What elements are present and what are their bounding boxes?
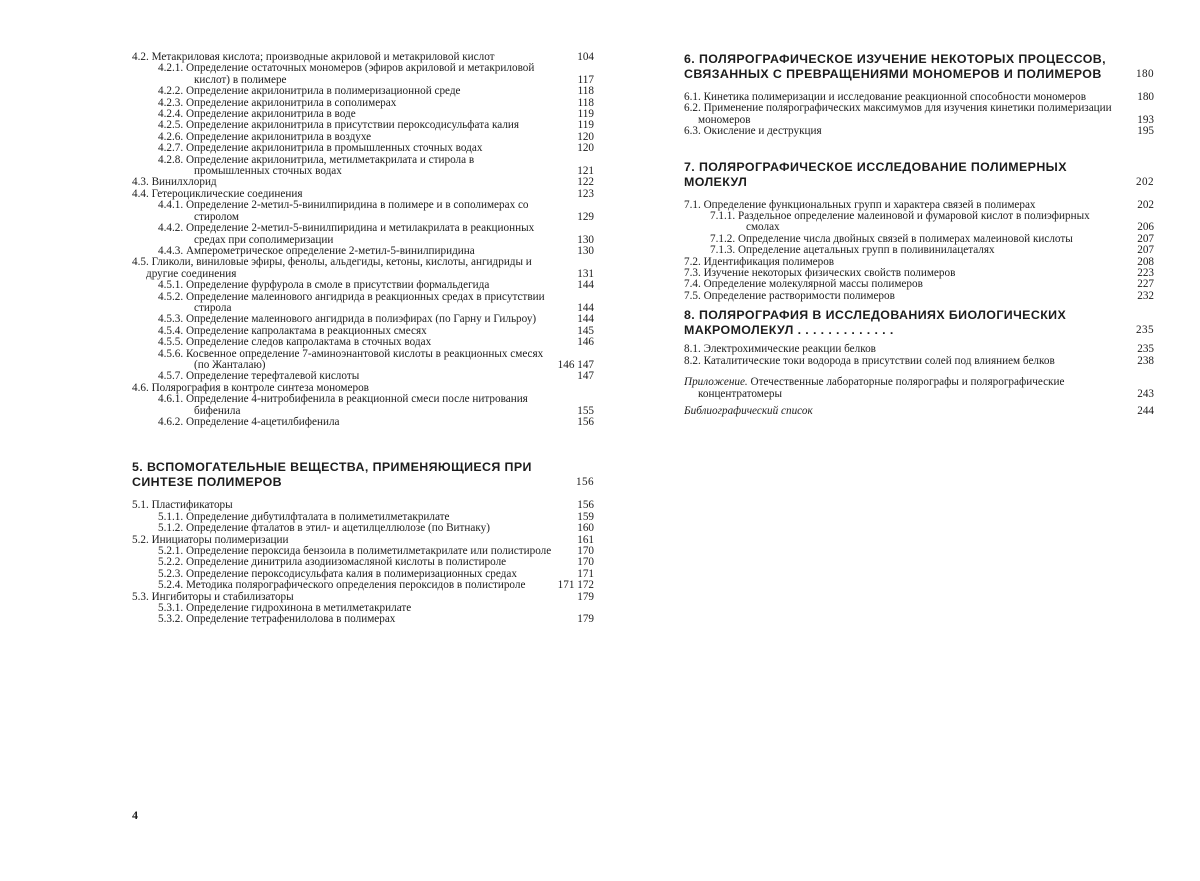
toc-entry-page: 123 — [577, 187, 594, 200]
toc-entry-title: Определение фталатов в этил- и ацетилцеллюлозе (по Витнаку) — [185, 522, 490, 535]
toc-entry-number: 4.5.5. — [158, 336, 184, 349]
toc-entry — [132, 257, 594, 280]
toc-entry-number: 4.6.2. — [158, 416, 184, 428]
toc-section-5 — [132, 500, 594, 625]
toc-entry-number: 4.5.4. — [158, 324, 184, 337]
toc-entry-title: Определение гидрохинона в метилметакрилате — [185, 602, 412, 615]
toc-entry-number: 4.6. — [132, 381, 149, 394]
chapter-5-title: 5. ВСПОМОГАТЕЛЬНЫЕ ВЕЩЕСТВА, ПРИМЕНЯЮЩИЕСЯ ПРИ СИНТЕЗЕ ПОЛИМЕРОВ — [132, 460, 532, 490]
toc-section-8 — [684, 344, 1154, 367]
toc-entry-number: 4.2.5. — [158, 119, 184, 132]
toc-entry-number: 4.2. — [132, 51, 149, 63]
toc-entry-page: 147 — [577, 370, 594, 383]
toc-entry-page: 146 — [577, 336, 594, 349]
toc-entry-number: 4.4.3. — [158, 244, 184, 257]
toc-entry-page: 171 — [577, 567, 594, 580]
toc-entry-number: 4.4.2. — [158, 222, 184, 235]
toc-entry-number: 4.4.1. — [158, 199, 184, 212]
toc-entry — [158, 63, 594, 86]
toc-entry — [710, 211, 1154, 234]
toc-entry-title: Определение акрилонитрила в полимеризационной среде — [185, 85, 461, 98]
toc-entry-number: 4.5. — [132, 256, 149, 269]
toc-entry-title: Определение 2-метил-5-винилпиридина в полимере и в сополимерах со стиролом — [185, 199, 529, 223]
toc-entry — [158, 155, 594, 178]
toc-entry-title: Винилхлорид — [151, 176, 217, 189]
toc-entry-page: 195 — [1137, 125, 1154, 138]
toc-entry-page: 171 172 — [557, 579, 594, 592]
toc-entry-page: 202 — [1137, 198, 1154, 211]
toc-entry-page: 144 — [577, 301, 594, 314]
toc-entry-page: 121 — [577, 165, 594, 178]
right-page-column — [684, 52, 1154, 417]
toc-entry — [158, 349, 594, 372]
toc-entry-page: 104 — [577, 51, 594, 63]
toc-entry-page: 155 — [577, 404, 594, 417]
toc-entry-number: 5.2. — [132, 533, 149, 546]
chapter-6-title: 6. ПОЛЯРОГРАФИЧЕСКОЕ ИЗУЧЕНИЕ НЕКОТОРЫХ ПРОЦЕССОВ, СВЯЗАННЫХ С ПРЕВРАЩЕНИЯМИ МОНОМЕРОВ И ПОЛИМЕРОВ — [684, 52, 1106, 81]
toc-entry-title: Определение тетрафенилолова в полимерах — [185, 613, 396, 626]
toc-entry-title: Метакриловая кислота; производные акриловой и метакриловой кислот — [151, 51, 495, 63]
toc-entry-page: 122 — [577, 176, 594, 189]
toc-entry-number: 4.2.6. — [158, 130, 184, 143]
toc-entry-number: 5.3.1. — [158, 602, 184, 615]
toc-entry-page: 170 — [577, 556, 594, 569]
toc-entry-number: 4.3. — [132, 176, 149, 189]
toc-entry-title: Определение числа двойных связей в полимерах малеиновой кислоты — [737, 232, 1073, 245]
toc-entry-title: Гетероциклические соединения — [151, 187, 303, 200]
chapter-8-page: 235 — [1136, 324, 1154, 337]
toc-entry-page: 144 — [577, 313, 594, 326]
toc-entry — [158, 417, 594, 428]
toc-entry-number: 5.3.2. — [158, 613, 184, 626]
toc-entry-page: 227 — [1137, 278, 1154, 291]
toc-entry-page: 207 — [1137, 244, 1154, 257]
appendix-text: Отечественные лабораторные полярографы и полярографические концентратомеры — [698, 376, 1065, 400]
toc-entry-page: 129 — [577, 210, 594, 223]
toc-entry-title: Определение функциональных групп и характера связей в полимерах — [703, 198, 1036, 211]
toc-entry-number: 5.1.2. — [158, 522, 184, 535]
toc-entry-title: Определение пероксодисульфата калия в полимеризационных средах — [185, 567, 517, 580]
toc-entry-title: Определение акрилонитрила в воде — [185, 108, 356, 121]
toc-entry-number: 4.2.8. — [158, 153, 184, 166]
toc-entry-number: 4.4. — [132, 187, 149, 200]
toc-entry-page: 161 — [577, 533, 594, 546]
toc-entry-title: Определение динитрила азодиизомасляной кислоты в полистироле — [185, 556, 507, 569]
toc-entry-number: 4.2.7. — [158, 142, 184, 155]
toc-entry-title: Определение дибутилфталата в полиметилметакрилате — [185, 510, 450, 523]
toc-entry-number: 7.5. — [684, 289, 701, 302]
toc-entry-number: 4.5.6. — [158, 347, 184, 360]
toc-entry — [684, 126, 1154, 137]
toc-entry-title: Определение следов капролактама в сточных водах — [185, 336, 432, 349]
toc-entry-title: Определение остаточных мономеров (эфиров акриловой и метакриловой кислот) в полимере — [185, 62, 535, 86]
toc-entry-title: Определение терефталевой кислоты — [185, 370, 360, 383]
toc-entry — [158, 614, 594, 625]
toc-entry-page: 179 — [577, 613, 594, 626]
toc-entry-title: Каталитические токи водорода в присутствии солей под влиянием белков — [703, 354, 1055, 367]
chapter-7-heading — [684, 160, 1154, 190]
chapter-5-heading — [132, 460, 594, 490]
toc-entry-title: Определение акрилонитрила в промышленных сточных водах — [185, 142, 483, 155]
toc-entry-page: 120 — [577, 130, 594, 143]
toc-entry-title: Применение полярографических максимумов для изучения кинетики полимеризации мономеров — [698, 102, 1112, 126]
bibliography-page: 244 — [1137, 404, 1154, 417]
toc-entry-page: 159 — [577, 510, 594, 523]
toc-entry — [158, 223, 594, 246]
toc-entry-page: 130 — [577, 244, 594, 257]
toc-entry-title: Определение акрилонитрила, метилметакрилата и стирола в промышленных сточных водах — [185, 153, 475, 178]
toc-entry-number: 5.1. — [132, 499, 149, 512]
toc-entry-number: 7.1.1. — [710, 210, 736, 223]
toc-entry-number: 5.2.2. — [158, 556, 184, 569]
toc-entry-title: Инициаторы полимеризации — [151, 533, 289, 546]
toc-entry-page: 119 — [577, 119, 594, 132]
toc-entry-page: 156 — [577, 416, 594, 428]
toc-entry-number: 7.3. — [684, 267, 701, 280]
toc-entry-number: 6.3. — [684, 125, 701, 138]
toc-entry-title: Определение растворимости полимеров — [703, 289, 895, 302]
toc-entry-page: 232 — [1137, 289, 1154, 302]
toc-entry-page: 170 — [577, 545, 594, 558]
toc-entry-title: Ингибиторы и стабилизаторы — [151, 590, 294, 603]
toc-entry-number: 5.1.1. — [158, 510, 184, 523]
toc-entry-title: Определение ацетальных групп в поливинилацеталях — [737, 244, 995, 257]
toc-entry-number: 4.2.2. — [158, 85, 184, 98]
toc-entry-title: Гликоли, виниловые эфиры, фенолы, альдегиды, кетоны, кислоты, ангидриды и другие соединения — [146, 256, 532, 280]
chapter-7-title: 7. ПОЛЯРОГРАФИЧЕСКОЕ ИССЛЕДОВАНИЕ ПОЛИМЕРНЫХ МОЛЕКУЛ — [684, 159, 1067, 189]
toc-entry-number: 5.3. — [132, 590, 149, 603]
chapter-7-page: 202 — [1136, 175, 1154, 188]
toc-entry-title: Определение фурфурола в смоле в присутствии формальдегида — [185, 279, 490, 292]
toc-entry-page: 145 — [577, 324, 594, 337]
toc-entry-page: 206 — [1137, 221, 1154, 234]
toc-entry-title: Определение 4-нитробифенила в реакционной смеси после нитрования бифенила — [185, 393, 528, 417]
chapter-6-heading — [684, 52, 1154, 82]
toc-entry-page: 130 — [577, 233, 594, 246]
toc-entry-number: 6.1. — [684, 91, 701, 103]
toc-entry-page: 179 — [577, 590, 594, 603]
chapter-8-heading — [684, 308, 1154, 338]
toc-entry-title: Кинетика полимеризации и исследование реакционной способности мономеров — [703, 91, 1087, 103]
toc-entry-number: 4.2.3. — [158, 96, 184, 109]
toc-entry-number: 7.4. — [684, 278, 701, 291]
toc-entry-number: 7.1.3. — [710, 244, 736, 257]
toc-entry-page: 223 — [1137, 267, 1154, 280]
toc-entry-number: 4.2.1. — [158, 62, 184, 75]
toc-entry-number: 5.2.4. — [158, 579, 184, 592]
toc-entry-title: Определение акрилонитрила в сополимерах — [185, 96, 397, 109]
toc-entry-title: Определение молекулярной массы полимеров — [703, 278, 923, 291]
toc-entry-title: Определение 2-метил-5-винилпиридина и метилакрилата в реакционных средах при сополимеризации — [185, 222, 535, 246]
toc-entry-title: Косвенное определение 7-аминоэнантовой кислоты в реакционных смесях (по Жанталаю) — [185, 347, 544, 371]
toc-entry-title: Определение 4-ацетилбифенила — [185, 416, 340, 428]
toc-entry-number: 4.5.2. — [158, 290, 184, 303]
toc-entry-title: Изучение некоторых физических свойств полимеров — [703, 267, 956, 280]
toc-section-6 — [684, 92, 1154, 138]
toc-entry-page: 208 — [1137, 255, 1154, 268]
toc-entry-page: 119 — [577, 108, 594, 121]
chapter-6-page: 180 — [1136, 68, 1154, 80]
page-number: 4 — [132, 808, 138, 822]
toc-entry-number: 4.5.1. — [158, 279, 184, 292]
toc-entry-number: 4.5.3. — [158, 313, 184, 326]
toc-entry-number: 8.1. — [684, 343, 701, 356]
toc-entry-title: Идентификация полимеров — [703, 255, 835, 268]
toc-entry-page: 193 — [1137, 113, 1154, 126]
toc-entry — [684, 291, 1154, 302]
toc-entry-title: Определение акрилонитрила в присутствии пероксодисульфата калия — [185, 119, 520, 132]
toc-entry-page: 131 — [577, 267, 594, 280]
toc-section-4 — [132, 52, 594, 428]
toc-entry — [684, 356, 1154, 367]
toc-entry-number: 7.1. — [684, 198, 701, 211]
toc-entry-number: 5.2.1. — [158, 545, 184, 558]
toc-entry-title: Пластификаторы — [151, 499, 233, 512]
toc-entry-number: 4.5.7. — [158, 370, 184, 383]
toc-entry-page: 118 — [577, 85, 594, 98]
toc-section-7 — [684, 200, 1154, 303]
toc-entry-page: 235 — [1137, 343, 1154, 356]
toc-entry-page: 156 — [577, 499, 594, 512]
toc-entry-title: Электрохимические реакции белков — [703, 343, 876, 356]
toc-entry-title: Окисление и деструкция — [703, 125, 822, 138]
toc-entry-page: 238 — [1137, 354, 1154, 367]
appendix-label: Приложение. — [684, 376, 748, 389]
toc-entry-number: 4.2.4. — [158, 108, 184, 121]
toc-entry-number: 5.2.3. — [158, 567, 184, 580]
appendix-page: 243 — [1137, 387, 1154, 400]
toc-entry — [684, 103, 1154, 126]
toc-entry-page: 117 — [577, 73, 594, 86]
bibliography-text: Библиографический список — [684, 404, 813, 417]
toc-entry-title: Определение малеинового ангидрида в полиэфирах (по Гарну и Гильроу) — [185, 313, 537, 326]
toc-entry-page: 120 — [577, 142, 594, 155]
toc-entry-number: 4.6.1. — [158, 393, 184, 406]
toc-entry-title: Определение малеинового ангидрида в реакционных средах в присутствии стирола — [185, 290, 545, 314]
toc-entry-title: Определение акрилонитрила в воздухе — [185, 130, 372, 143]
toc-entry — [158, 394, 594, 417]
toc-entry-page: 118 — [577, 96, 594, 109]
toc-entry-title: Определение капролактама в реакционных смесях — [185, 324, 427, 337]
toc-entry-title: Полярография в контроле синтеза мономеров — [151, 381, 369, 394]
chapter-5-page: 156 — [576, 476, 594, 489]
toc-entry-title: Раздельное определение малеиновой и фумаровой кислот в полиэфирных смолах — [737, 210, 1090, 234]
toc-entry-page: 146 147 — [557, 358, 594, 371]
toc-entry-title: Методика полярографического определения пероксидов в полистироле — [185, 579, 526, 592]
toc-entry-number: 7.1.2. — [710, 232, 736, 245]
toc-entry-title: Амперометрическое определение 2-метил-5-винилпиридина — [185, 244, 475, 257]
toc-entry — [158, 292, 594, 315]
chapter-8-title: 8. ПОЛЯРОГРАФИЯ В ИССЛЕДОВАНИЯХ БИОЛОГИЧЕСКИХ МАКРОМОЛЕКУЛ . . . . . . . . . . . . . — [684, 308, 1067, 338]
toc-entry-page: 160 — [577, 522, 594, 535]
left-page-column — [132, 52, 594, 626]
bibliography-entry — [684, 406, 1154, 417]
toc-entry-page: 144 — [577, 279, 594, 292]
toc-entry-page: 207 — [1137, 232, 1154, 245]
toc-entry-page: 180 — [1137, 91, 1154, 103]
appendix-entry — [684, 377, 1154, 400]
toc-entry-number: 6.2. — [684, 102, 701, 115]
toc-entry — [158, 200, 594, 223]
toc-entry-title: Определение пероксида бензоила в полиметилметакрилате или полистироле — [185, 545, 552, 558]
toc-entry-number: 7.2. — [684, 255, 701, 268]
toc-entry-number: 8.2. — [684, 354, 701, 367]
